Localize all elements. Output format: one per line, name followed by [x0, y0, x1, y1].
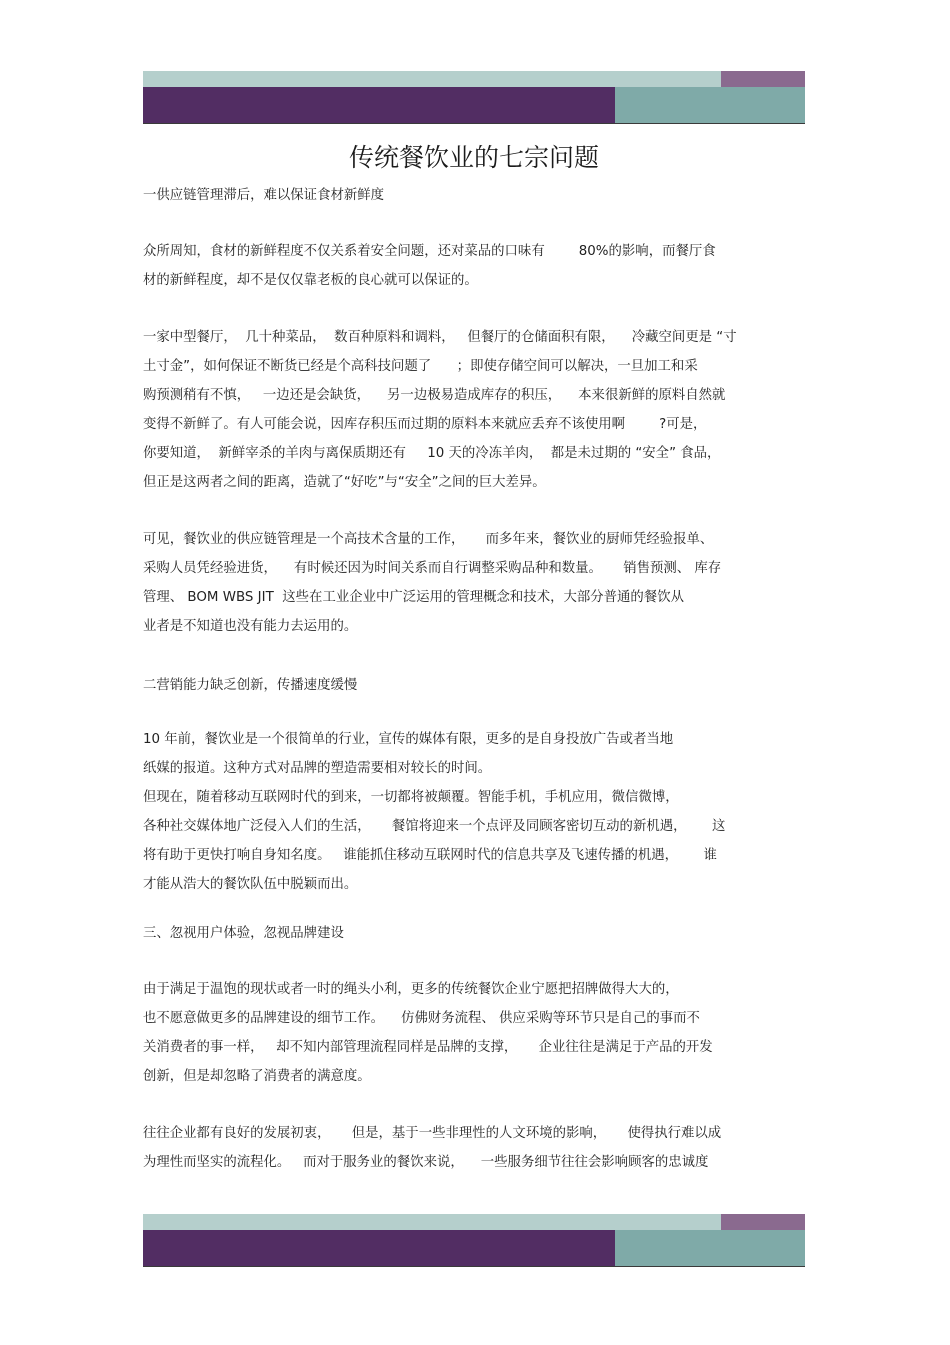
- footer-mauve-bar: [721, 1214, 805, 1230]
- footer-rule: [143, 1266, 805, 1267]
- section-heading-3: 三、忽视用户体验，忽视品牌建设: [143, 926, 344, 941]
- section-heading-2: 二营销能力缺乏创新，传播速度缓慢: [143, 678, 358, 693]
- footer-decorative-band: [143, 1214, 805, 1276]
- paragraph-5: 由于满足于温饱的现状或者一时的绳头小利，更多的传统餐饮企业宁愿把招牌做得大大的， 也不愿意做更多的品牌建设的细节工作。 仿佛财务流程、 供应采购等环节只是自己的事而不 关消费者的事一样， 却不知内部管理流程同样是品牌的支撑， 企业往往是满足于产品的开发 创新，但是却忽略了消费者的满意度。: [143, 982, 713, 1084]
- footer-teal-bar: [615, 1230, 805, 1266]
- document-title: 传统餐饮业的七宗问题: [348, 143, 599, 172]
- header-purple-bar: [143, 87, 615, 123]
- header-teal-bar: [615, 87, 805, 123]
- paragraph-1: 众所周知，食材的新鲜程度不仅关系着安全问题，还对菜品的口味有 80%的影响，而餐厅食 材的新鲜程度，却不是仅仅靠老板的良心就可以保证的。: [143, 244, 716, 288]
- footer-purple-bar: [143, 1230, 615, 1266]
- header-mauve-bar: [721, 71, 805, 87]
- header-rule: [143, 123, 805, 124]
- paragraph-2: 一家中型餐厅， 几十种菜品， 数百种原料和调料， 但餐厅的仓储面积有限， 冷藏空间更是 “寸 土寸金”，如何保证不断货已经是个高科技问题了 ；即使存储空间可以解决，一旦加工和采 购预测稍有不慎， 一边还是会缺货， 另一边极易造成库存的积压， 本来很新鲜的原料自然就 变得不新鲜了。有人可能会说，因库存积压而过期的原料本来就应丢弃不该使用啊 ?可是， 你要知道， 新鲜宰杀的羊肉与离保质期还有 10 天的冷冻羊肉， 都是未过期的 “安全” 食品， 但正是这两者之间的距离，造就了“好吃”与“安全”之间的巨大差异。: [143, 330, 737, 490]
- footer-light-bar: [143, 1214, 721, 1230]
- header-light-bar: [143, 71, 721, 87]
- paragraph-3: 可见，餐饮业的供应链管理是一个高技术含量的工作， 而多年来，餐饮业的厨师凭经验报单、 采购人员凭经验进货， 有时候还因为时间关系而自行调整采购品种和数量。 销售预测、 库存 管理、 BOM WBS JIT 这些在工业企业中广泛运用的管理概念和技术，大部分普通的餐饮从 业者是不知道也没有能力去运用的。: [143, 532, 722, 634]
- section-heading-1: 一供应链管理滞后，难以保证食材新鲜度: [143, 188, 385, 203]
- header-decorative-band: [143, 71, 805, 133]
- paragraph-4: 10 年前，餐饮业是一个很简单的行业，宣传的媒体有限，更多的是自身投放广告或者当地 纸媒的报道。这种方式对品牌的塑造需要相对较长的时间。 但现在，随着移动互联网时代的到来，一切都将被颠覆。智能手机，手机应用，微信微博， 各种社交媒体地广泛侵入人们的生活， 餐馆将迎来一个点评及同顾客密切互动的新机遇， 这 将有助于更快打响自身知名度。 谁能抓住移动互联网时代的信息共享及飞速传播的机遇， 谁 才能从浩大的餐饮队伍中脱颖而出。: [143, 732, 726, 892]
- paragraph-6: 往往企业都有良好的发展初衷， 但是，基于一些非理性的人文环境的影响， 使得执行难以成 为理性而坚实的流程化。 而对于服务业的餐饮来说， 一些服务细节往往会影响顾客的忠诚度: [143, 1126, 722, 1170]
